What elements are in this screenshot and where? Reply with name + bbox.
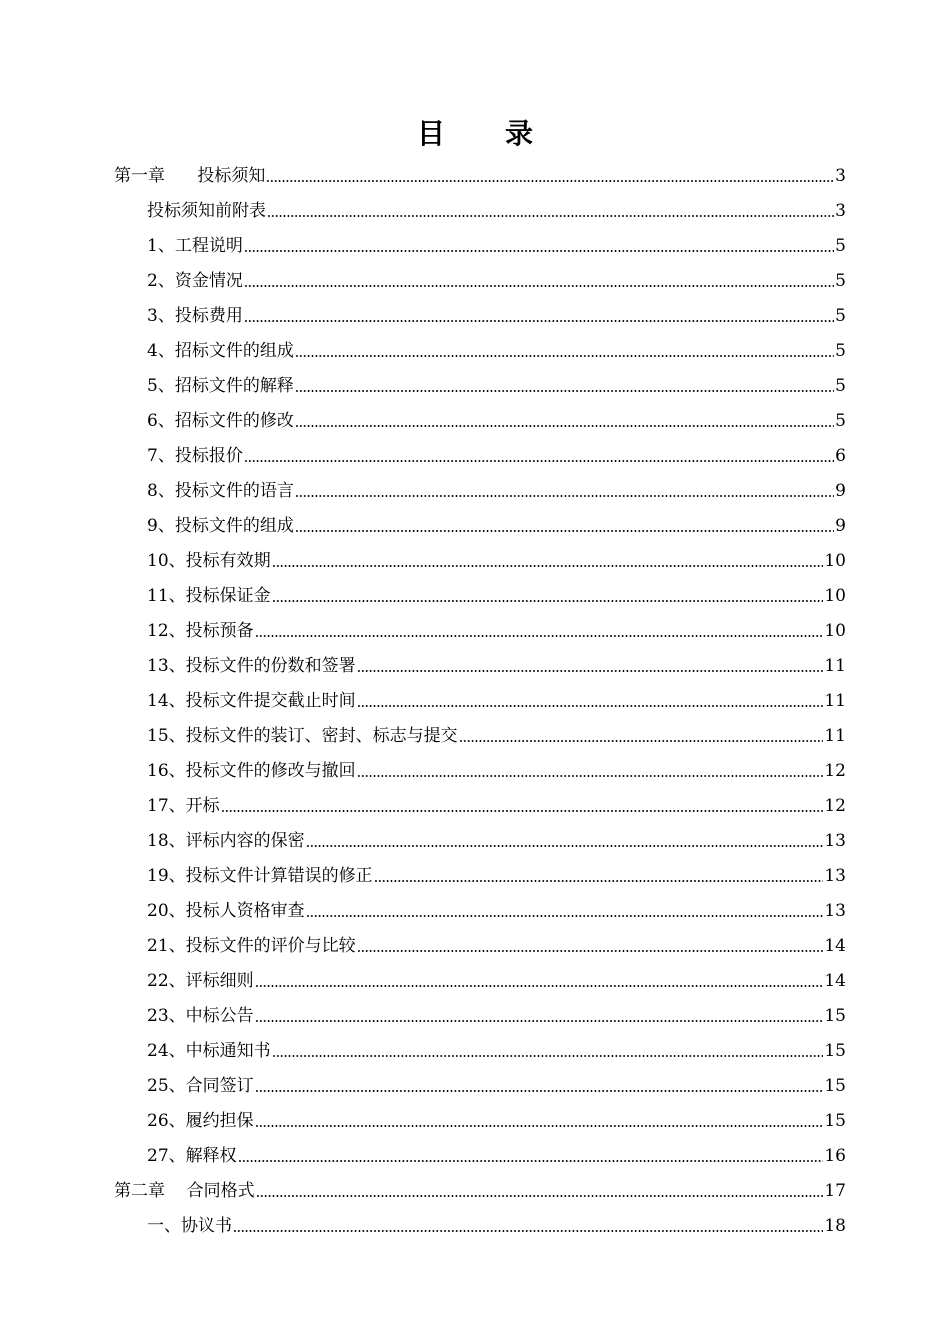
toc-section-entry[interactable] xyxy=(0,368,950,403)
dot-leader xyxy=(266,180,834,182)
dot-leader xyxy=(244,460,834,462)
toc-entry-page-number: 5 xyxy=(835,340,846,361)
toc-entry-page-number: 5 xyxy=(835,270,846,291)
toc-entry-label: 10、投标有效期 xyxy=(147,550,271,571)
toc-entry-page-number: 14 xyxy=(824,935,846,956)
toc-entry-label: 14、投标文件提交截止时间 xyxy=(147,690,356,711)
toc-section-entry[interactable] xyxy=(0,648,950,683)
dot-leader xyxy=(244,250,834,252)
toc-entry-page-number: 6 xyxy=(835,445,846,466)
toc-entry-label: 20、投标人资格审查 xyxy=(147,900,305,921)
toc-section-entry[interactable] xyxy=(0,193,950,228)
toc-entry-page-number: 5 xyxy=(835,305,846,326)
toc-section-entry[interactable] xyxy=(0,718,950,753)
dot-leader xyxy=(256,1195,824,1197)
dot-leader xyxy=(255,1125,824,1127)
toc-section-entry[interactable] xyxy=(0,1138,950,1173)
toc-entry-page-number: 12 xyxy=(824,760,846,781)
toc-entry-label: 18、评标内容的保密 xyxy=(147,830,305,851)
dot-leader xyxy=(272,565,824,567)
toc-entry-label: 13、投标文件的份数和签署 xyxy=(147,655,356,676)
toc-entry-label: 6、招标文件的修改 xyxy=(147,410,294,431)
toc-entry-page-number: 13 xyxy=(824,900,846,921)
toc-entry-page-number: 11 xyxy=(824,655,846,676)
dot-leader xyxy=(357,670,824,672)
toc-entry-page-number: 15 xyxy=(824,1005,846,1026)
toc-title xyxy=(0,112,950,156)
toc-entry-label: 23、中标公告 xyxy=(147,1005,254,1026)
dot-leader xyxy=(374,880,824,882)
dot-leader xyxy=(244,320,834,322)
toc-entry-label: 27、解释权 xyxy=(147,1145,237,1166)
toc-section-entry[interactable] xyxy=(0,473,950,508)
toc-section-entry[interactable] xyxy=(0,1033,950,1068)
dot-leader xyxy=(295,495,834,497)
dot-leader xyxy=(272,600,824,602)
toc-entry-page-number: 12 xyxy=(824,795,846,816)
toc-section-entry[interactable] xyxy=(0,263,950,298)
toc-entry-page-number: 3 xyxy=(835,165,846,186)
toc-entry-page-number: 5 xyxy=(835,410,846,431)
dot-leader xyxy=(357,705,824,707)
toc-section-entry[interactable] xyxy=(0,543,950,578)
dot-leader xyxy=(255,1090,824,1092)
toc-entry-label: 7、投标报价 xyxy=(147,445,243,466)
toc-entry-label: 3、投标费用 xyxy=(147,305,243,326)
toc-section-entry[interactable] xyxy=(0,928,950,963)
toc-section-entry[interactable] xyxy=(0,333,950,368)
dot-leader xyxy=(267,215,834,217)
toc-entry-label: 第二章 合同格式 xyxy=(114,1180,255,1201)
dot-leader xyxy=(255,985,824,987)
toc-entry-label: 16、投标文件的修改与撤回 xyxy=(147,760,356,781)
toc-entry-page-number: 9 xyxy=(835,480,846,501)
toc-entry-page-number: 10 xyxy=(824,620,846,641)
toc-section-entry[interactable] xyxy=(0,683,950,718)
toc-entry-label: 2、资金情况 xyxy=(147,270,243,291)
toc-entry-page-number: 16 xyxy=(824,1145,846,1166)
toc-section-entry[interactable] xyxy=(0,403,950,438)
toc-entry-page-number: 11 xyxy=(824,725,846,746)
dot-leader xyxy=(272,1055,824,1057)
toc-entry-label: 12、投标预备 xyxy=(147,620,254,641)
toc-entry-label: 1、工程说明 xyxy=(147,235,243,256)
dot-leader xyxy=(357,775,824,777)
toc-section-entry[interactable] xyxy=(0,753,950,788)
toc-section-entry[interactable] xyxy=(0,788,950,823)
dot-leader xyxy=(357,950,824,952)
toc-entry-label: 22、评标细则 xyxy=(147,970,254,991)
toc-entry-page-number: 5 xyxy=(835,235,846,256)
toc-section-entry[interactable] xyxy=(0,893,950,928)
dot-leader xyxy=(295,530,834,532)
toc-entry-page-number: 10 xyxy=(824,585,846,606)
toc-entry-label: 一、协议书 xyxy=(147,1215,232,1236)
toc-entry-label: 21、投标文件的评价与比较 xyxy=(147,935,356,956)
toc-section-entry[interactable] xyxy=(0,998,950,1033)
toc-section-entry[interactable] xyxy=(0,823,950,858)
table-of-contents xyxy=(0,158,950,1243)
toc-section-entry[interactable] xyxy=(0,298,950,333)
dot-leader xyxy=(255,1020,824,1022)
toc-section-entry[interactable] xyxy=(0,508,950,543)
toc-entry-label: 25、合同签订 xyxy=(147,1075,254,1096)
toc-section-entry[interactable] xyxy=(0,1068,950,1103)
toc-section-entry[interactable] xyxy=(0,438,950,473)
dot-leader xyxy=(295,425,834,427)
dot-leader xyxy=(306,915,824,917)
toc-entry-page-number: 15 xyxy=(824,1075,846,1096)
toc-chapter-entry[interactable] xyxy=(0,158,950,193)
dot-leader xyxy=(459,740,824,742)
toc-entry-page-number: 11 xyxy=(824,690,846,711)
toc-section-entry[interactable] xyxy=(0,858,950,893)
toc-entry-label: 4、招标文件的组成 xyxy=(147,340,294,361)
toc-entry-page-number: 5 xyxy=(835,375,846,396)
toc-entry-page-number: 15 xyxy=(824,1110,846,1131)
toc-entry-label: 9、投标文件的组成 xyxy=(147,515,294,536)
toc-entry-page-number: 17 xyxy=(824,1180,846,1201)
toc-entry-label: 8、投标文件的语言 xyxy=(147,480,294,501)
toc-entry-label: 19、投标文件计算错误的修正 xyxy=(147,865,373,886)
toc-entry-label: 24、中标通知书 xyxy=(147,1040,271,1061)
toc-title-char-2: 录 xyxy=(505,117,534,150)
dot-leader xyxy=(255,635,824,637)
dot-leader xyxy=(238,1160,824,1162)
toc-section-entry[interactable] xyxy=(0,1103,950,1138)
toc-entry-label: 投标须知前附表 xyxy=(147,200,266,221)
toc-entry-label: 5、招标文件的解释 xyxy=(147,375,294,396)
toc-entry-label: 17、开标 xyxy=(147,795,220,816)
toc-entry-label: 26、履约担保 xyxy=(147,1110,254,1131)
toc-title-char-1: 目 xyxy=(416,117,445,150)
dot-leader xyxy=(306,845,824,847)
toc-section-entry[interactable] xyxy=(0,1208,950,1243)
toc-entry-label: 15、投标文件的装订、密封、标志与提交 xyxy=(147,725,458,746)
toc-entry-page-number: 13 xyxy=(824,830,846,851)
toc-entry-page-number: 3 xyxy=(835,200,846,221)
toc-entry-page-number: 18 xyxy=(824,1215,846,1236)
toc-entry-page-number: 14 xyxy=(824,970,846,991)
dot-leader xyxy=(233,1230,823,1232)
toc-section-entry[interactable] xyxy=(0,613,950,648)
toc-section-entry[interactable] xyxy=(0,578,950,613)
toc-section-entry[interactable] xyxy=(0,963,950,998)
dot-leader xyxy=(295,390,834,392)
dot-leader xyxy=(221,810,824,812)
toc-entry-page-number: 10 xyxy=(824,550,846,571)
toc-entry-label: 第一章 投标须知 xyxy=(114,165,266,186)
toc-entry-label: 11、投标保证金 xyxy=(147,585,271,606)
toc-entry-page-number: 9 xyxy=(835,515,846,536)
dot-leader xyxy=(295,355,834,357)
dot-leader xyxy=(244,285,834,287)
toc-entry-page-number: 13 xyxy=(824,865,846,886)
toc-section-entry[interactable] xyxy=(0,228,950,263)
toc-entry-page-number: 15 xyxy=(824,1040,846,1061)
toc-chapter-entry[interactable] xyxy=(0,1173,950,1208)
